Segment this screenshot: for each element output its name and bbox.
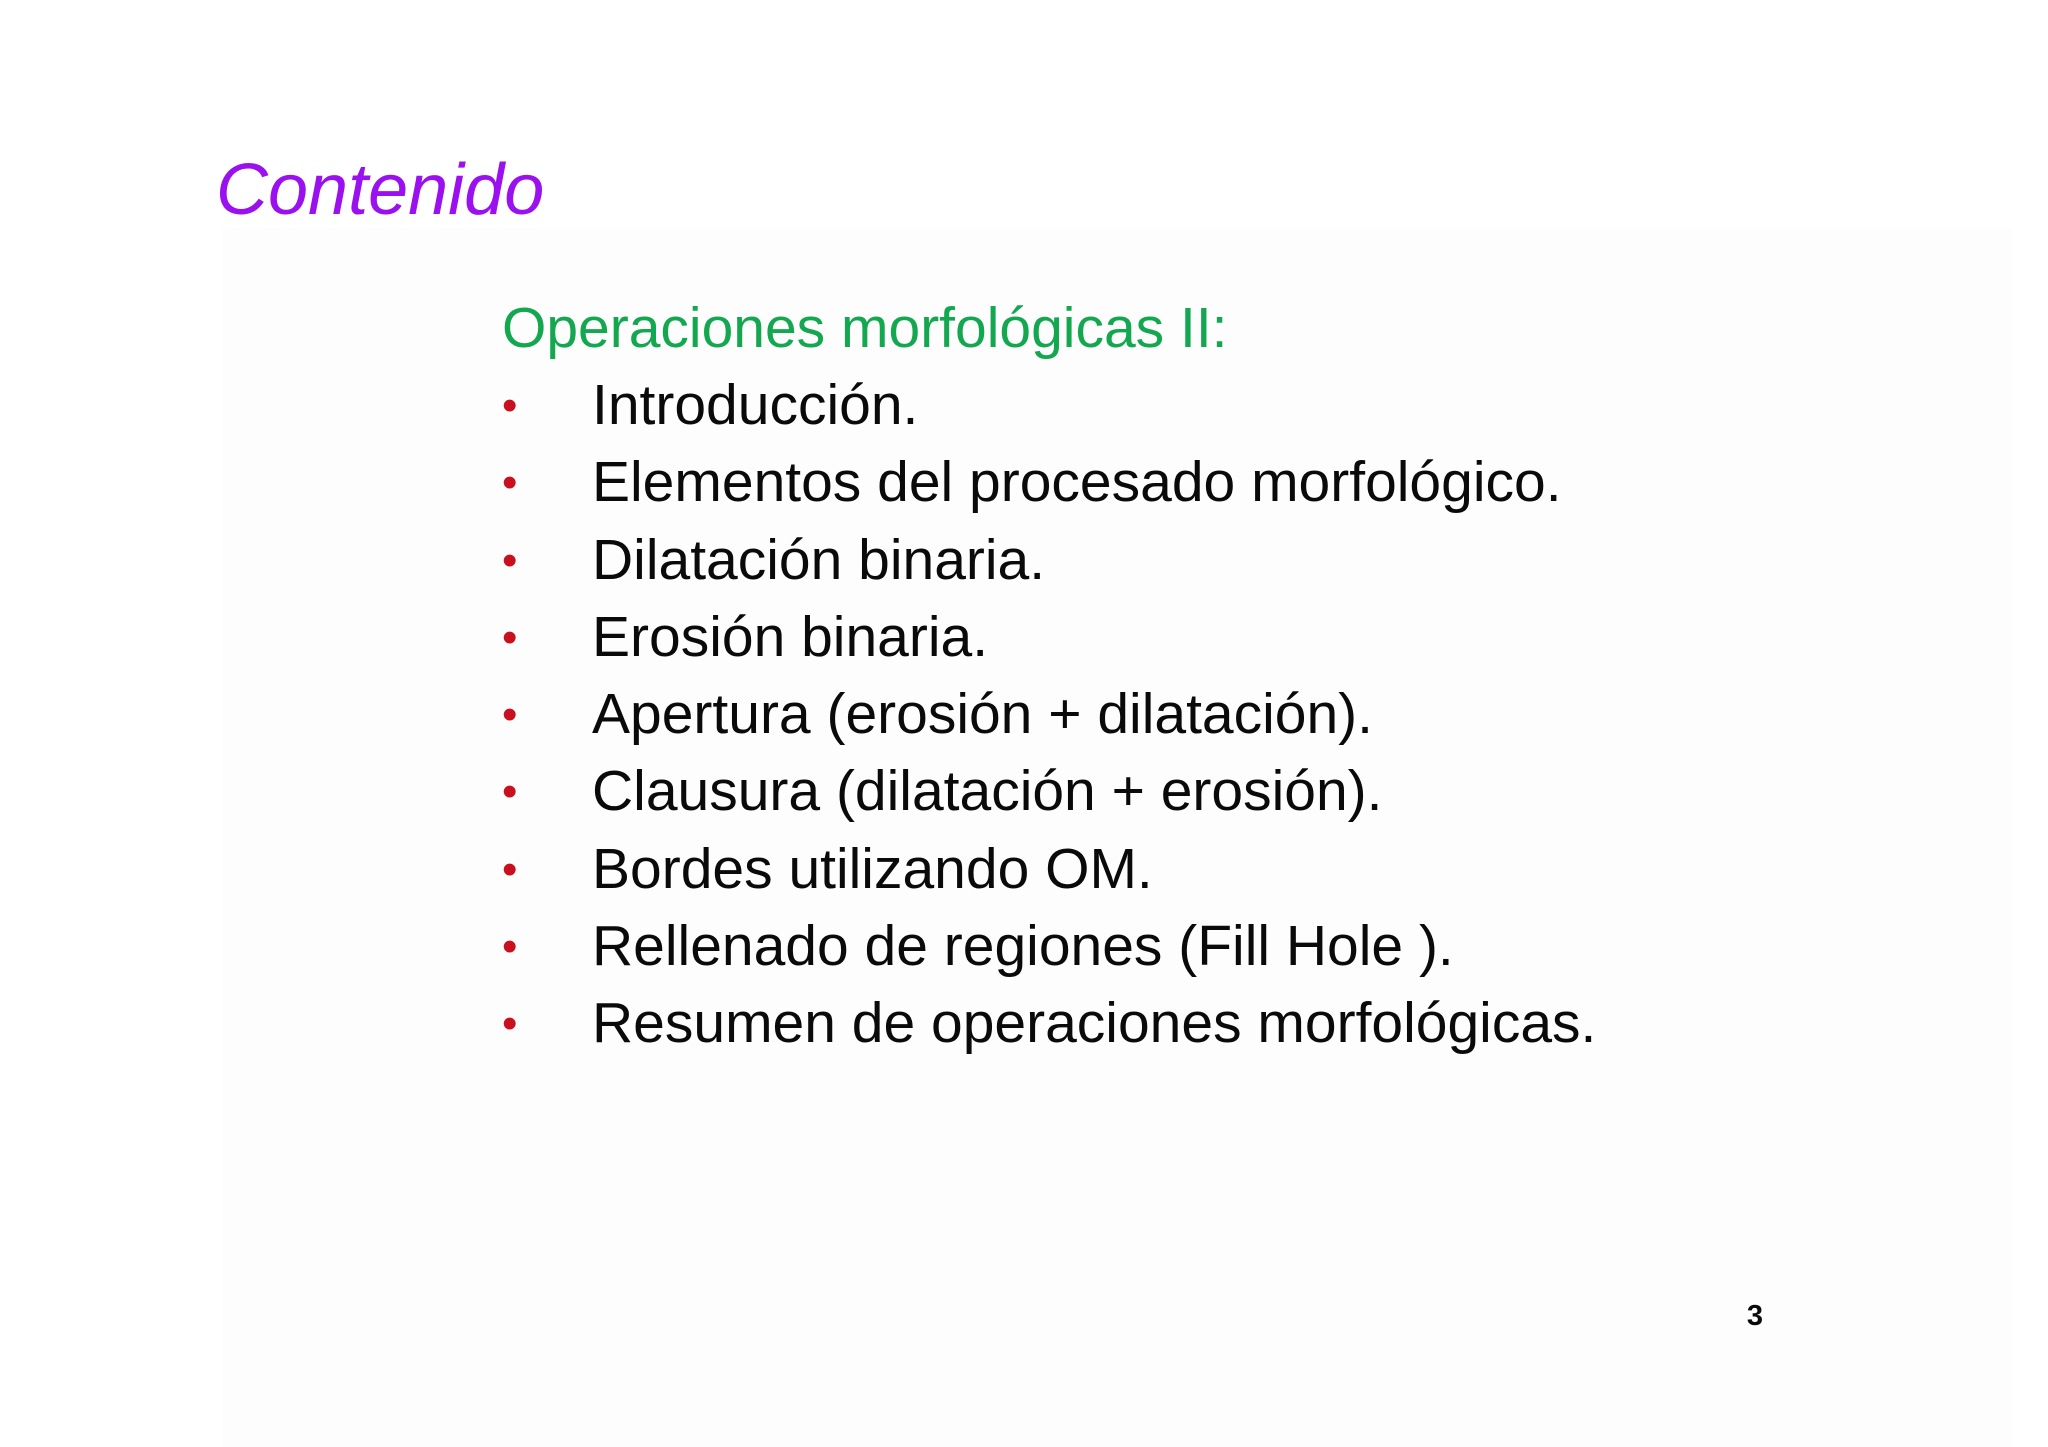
section-heading: Operaciones morfológicas II: xyxy=(502,296,1228,360)
list-item-text: Dilatación binaria. xyxy=(592,527,1046,592)
bullet-icon: • xyxy=(502,381,518,430)
list-item xyxy=(502,367,1902,444)
list-item-text: Clausura (dilatación + erosión). xyxy=(592,759,1383,824)
list-item-text: Apertura (erosión + dilatación). xyxy=(592,682,1373,747)
bullet-icon: • xyxy=(502,690,518,740)
bullet-icon: • xyxy=(502,458,518,508)
list-item-text: Elementos del procesado morfológico. xyxy=(592,450,1562,515)
list-item-text: Erosión binaria. xyxy=(592,604,989,669)
list-item xyxy=(502,676,1902,753)
bullet-icon: • xyxy=(502,844,518,894)
list-item xyxy=(502,985,1902,1062)
bullet-icon: • xyxy=(502,767,518,817)
list-item xyxy=(502,831,1902,908)
list-item xyxy=(502,753,1902,830)
list-item-text: Introducción. xyxy=(592,373,919,437)
slide-title: Contenido xyxy=(216,150,545,230)
list-item-text: Bordes utilizando OM. xyxy=(592,836,1153,901)
bullet-list xyxy=(502,367,1902,1063)
list-item-text: Resumen de operaciones morfológicas. xyxy=(592,991,1597,1056)
page-number: 3 xyxy=(1746,1300,1764,1332)
bullet-icon: • xyxy=(502,535,518,585)
list-item xyxy=(502,908,1902,985)
bullet-icon: • xyxy=(502,922,518,972)
slide-content xyxy=(502,290,1902,1063)
list-item xyxy=(502,599,1902,676)
list-item-text: Rellenado de regiones (Fill Hole ). xyxy=(592,914,1454,979)
list-item xyxy=(502,444,1902,521)
bullet-icon: • xyxy=(502,612,518,662)
bullet-icon: • xyxy=(502,999,518,1049)
list-item xyxy=(502,522,1902,599)
